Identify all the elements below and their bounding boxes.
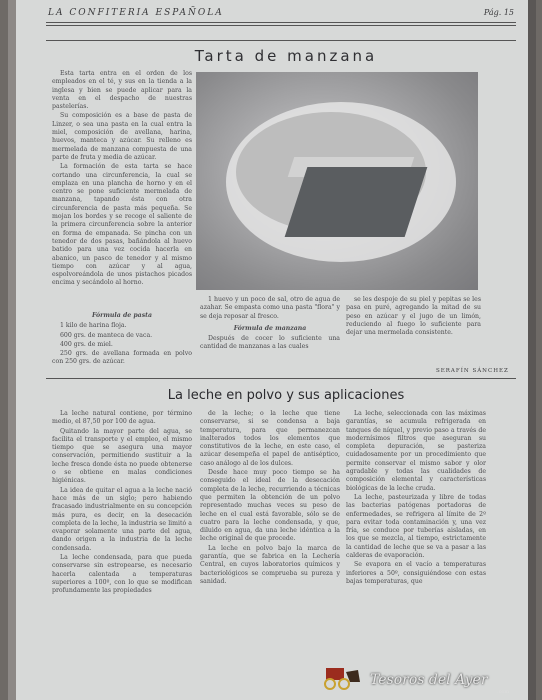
formula-pasta [52,308,192,368]
paragraph: La leche condensada, para que pueda conservarse sin estropearse, es necesario hacerla calentada a temperaturas superiores a 100º, con lo que se modifican profundamente las propiedades [52,554,192,595]
article-title-leche: La leche en polvo y sus aplicaciones [167,388,405,403]
watermark-sub: .com [497,689,510,695]
article2-column-3 [346,410,486,670]
paragraph: La leche en polvo bajo la marca de garantía, que se fabrica en la Lechería Central, en cuyos laboratorios químicos y bacteriológicos se comprueba su pureza y sanidad. [200,544,340,585]
page-edge-left [8,0,16,700]
tart-photo [196,72,478,290]
paragraph: La leche, seleccionada con las máximas garantías, se acumula refrigerada en tanques de níquel, y previo paso a través de modernísimos filtros que aseguran su completa depuración, se pasteriza cuidadosamente por un procedimiento que permite conservar el mismo sabor y olor agradable y todas las cualidades de composición elemental y características biológicas de la leche cruda. [346,410,486,492]
paragraph: Se evapora en el vacío a temperaturas inferiores a 50º, consiguiéndose con estas bajas temperaturas, que [346,561,486,585]
article2-column-2 [200,410,340,700]
page-header [48,8,528,22]
paragraph: La leche natural contiene, por término medio, el 87,50 por 100 de agua. [52,410,192,426]
paragraph: La formación de esta tarta se hace cortando una circunferencia, la cual se emplaza en una plancha de horno y en el centro se pone suficiente mermelada de manzana, tapando ésta con otra circunferencia de pasta más pequeña. Se mojan los bordes y se recoge el saliente de la primera circunferencia sobre la anterior en forma de empanada. Se pincha con un tenedor de dos pasas, bañándola al huevo batido para una vez cocida hacerla en abanico, un pasco de tenedor y al mismo tiempo con azúcar y al agua, espolvoreándola de unos pistachos picados encima y secándolo al horno. [52,163,192,287]
paragraph: Su composición es a base de pasta de Linzer, o sea una pasta en la cual entra la miel, composición de avellana, harina, huevos, manteca y azúcar. Su relleno es mermelada de manzana compuesta de una parte de fruta y media de azúcar. [52,112,192,161]
page-number: Pág. 15 [483,8,514,17]
magazine-title: LA CONFITERIA ESPAÑOLA [48,8,224,18]
paragraph: 1 huevo y un poco de sal, otro de agua de azahar. Se empasta como una pasta "flora" y se deja reposar al fresco. [200,296,340,320]
author-signature: SERAFÍN SÁNCHEZ [436,368,509,374]
paragraph: La idea de quitar el agua a la leche nació hace más de un siglo; pero habiendo fracasado industrialmente en su concepción más pura, es decir, en la desecación completa de la leche, la industria se limitó a evaporar solamente una parte del agua, dando origen a la industria de la leche condensada. [52,486,192,552]
formula-line: 600 grs. de manteca de vaca. [60,331,153,339]
formula-manzana-heading: Fórmula de manzana [233,324,307,332]
page-edge-right [528,0,536,700]
paragraph: se les despoje de su piel y pepitas se les pasa en puré, agregando la mitad de su peso en azúcar y el jugo de un limón, reduciendo al fuego lo suficiente para dejar una mermelada consistente. [346,296,481,337]
paragraph: Desde hace muy poco tiempo se ha conseguido el ideal de la desecación completa de la leche, recurriendo a técnicas que permiten la obtención de un polvo representado muchas veces su peso de leche en el cual está favorable, sólo se de cuatro para la leche condensada, y que, diluido en agua, da una leche idéntica a la leche original de que procede. [200,469,340,543]
header-rule [46,22,516,23]
paragraph: Quitando la mayor parte del agua, se facilita el transporte y el empleo, el mismo tiempo que se asegura una mayor conservación, permitiendo sustituir a la leche fresca donde ésta no puede obtenerse o se obtiene en malas condiciones higiénicas. [52,427,192,485]
formula-line: 400 grs. de miel. [60,340,113,348]
paragraph: Esta tarta entra en el orden de los empleados en el té, y sus en la tienda a la inglesa y bien se puede aplicar para la venta en el despacho de nuestras pastelerías. [52,70,192,111]
article1-middle-column [200,296,340,353]
paragraph: de la leche; o la leche que tiene conservarse, si se condensa a baja temperatura, para que permanezcan inalterados todos los elementos que constitutivos de la leche, en este caso, el azúcar desempeña el papel de antiséptico, caso análogo al de los dulces. [200,410,340,467]
article2-column-1 [52,410,192,700]
paragraph: Después de cocer lo suficiente una cantidad de manzanas a las cuales [200,335,340,351]
magazine-page [16,0,528,700]
section-rule [46,378,516,379]
article1-right-column [346,296,481,338]
carriage-logo-icon [318,662,362,694]
article-title-tarta: Tarta de manzana [194,47,378,65]
slice-shape [285,167,428,237]
watermark-text: Tesoros del Ayer [370,672,488,688]
formula-line: 1 kilo de harina floja. [60,322,127,330]
formula-line: 250 grs. de avellana formada en polvo con 250 grs. de azúcar. [52,350,192,366]
header-rule-2 [46,25,516,26]
paragraph: La leche, pasteurizada y libre de todas las bacterias patógenas portadoras de enfermedades, se refrigera al límite de 2º para evitar toda contaminación y, una vez fría, se conduce por tuberías aisladas, en los que se mezcla, al tiempo, estrictamente la cantidad de leche que se va a pasar a las calderas de evaporación. [346,493,486,560]
title-frame-top [46,40,516,41]
formula-pasta-heading: Fórmula de pasta [91,312,153,319]
article1-intro-column [52,70,192,302]
